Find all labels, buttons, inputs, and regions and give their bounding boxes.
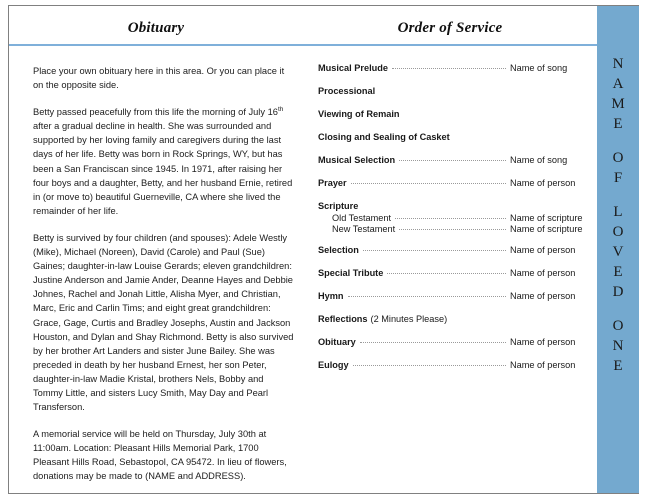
order-item-label: Hymn [318,291,344,301]
order-item-label: Prayer [318,178,347,188]
band-letter: E [613,358,623,374]
band-letter: M [611,96,625,112]
order-item-label: Special Tribute [318,268,384,278]
scripture-sub-item-old-testament [318,213,594,223]
dot-leader [348,295,506,297]
band-letter: D [612,284,624,300]
obituary-paragraph-4: A memorial service will be held on Thursday, July 30th at 11:00am. Location: Pleasant Hills Memorial Park, 1700 Pleasant Hills Road, Sebastopol, CA 95472. In lieu of flowers, donations may be made to (NAME and ADDRESS). [33,429,287,482]
band-letter: O [612,224,624,240]
order-item-scripture-group [318,201,594,234]
band-letter: N [612,338,624,354]
column-headers [9,6,597,45]
obituary-paragraph-2 [33,105,295,218]
band-letter: N [612,56,624,72]
loved-one-name-band [597,6,639,493]
reflections-label: Reflections [318,314,368,324]
order-item-viewing-of-remain [318,109,594,121]
obituary-column-title: Obituary [127,20,185,36]
scripture-sub-value: Name of scripture [510,213,583,223]
order-item-eulogy [318,360,594,372]
order-item-label: Closing and Sealing of Casket [318,132,450,142]
dot-leader [387,272,506,274]
band-letter: V [612,244,624,260]
order-item-value: Name of person [510,268,576,278]
band-letter: A [612,76,624,92]
reflections-note: (2 Minutes Please) [370,314,448,324]
program-content-area [9,6,597,493]
dot-leader [395,217,506,219]
order-item-musical-prelude [318,63,594,75]
dot-leader [399,228,506,230]
band-letter: E [613,116,623,132]
obituary-paragraph-2-lead: Betty passed peacefully from this life the morning of July 16 [33,107,278,118]
order-item-label: Obituary [318,337,356,347]
order-item-special-tribute [318,268,594,280]
order-of-service-column-title: Order of Service [397,20,503,36]
order-item-value: Name of person [510,178,576,188]
order-item-processional [318,86,594,98]
order-item-value: Name of person [510,360,576,370]
scripture-sub-item-new-testament [318,224,594,234]
order-item-value: Name of person [510,337,576,347]
order-item-closing-and-sealing-of-casket [318,132,594,144]
order-item-label: Processional [318,86,376,96]
order-item-value: Name of song [510,155,568,165]
dot-leader [363,249,506,251]
vertical-name-letters [597,54,639,376]
dot-leader [399,159,506,161]
band-letter: L [613,204,623,220]
obituary-paragraph-2-rest: after a gradual decline in health. She was surrounded and supported by her loving family and caregivers during the last days of her life. Betty was born in Rock Springs, WY, but has been a San Franciscan since 1945. In 1971, after raising her four boys and a daughter, Betty, and her husband Ernie, retired in (or move to) beautiful Guerneville, CA where she lived the remainder of her life. [33,121,293,216]
order-item-prayer [318,178,594,190]
band-letter: O [612,318,624,334]
scripture-heading: Scripture [318,201,359,211]
dot-leader [392,67,506,69]
order-item-value: Name of person [510,291,576,301]
obituary-text-column [33,64,295,497]
header-divider-rule [9,44,597,46]
order-item-hymn [318,291,594,303]
order-of-service-list [318,63,594,383]
order-item-value: Name of song [510,63,568,73]
obituary-paragraph-1: Place your own obituary here in this area. Or you can place it on the opposite side. [33,66,285,91]
order-item-selection [318,245,594,257]
order-item-label: Musical Prelude [318,63,388,73]
scripture-sub-value: Name of scripture [510,224,583,234]
order-item-label: Eulogy [318,360,349,370]
band-letter: O [612,150,624,166]
date-superscript: th [277,106,284,114]
order-item-label: Selection [318,245,359,255]
order-item-value: Name of person [510,245,576,255]
scripture-sub-label: Old Testament [332,213,392,223]
order-item-reflections [318,314,594,326]
obituary-paragraph-3: Betty is survived by four children (and spouses): Adele Westly (Mike), Michael (Noreen), David (Carole) and Paul (Sue) Gaines; daughter-in-law Louise Gerards; eleven grandchildren: Justine Anderson and Jamie Ander, Deanne Hayes and Debbie Johnes, Rachel and Jonah Little, Alisha Myer, and Christian, Marc, Eric and Carlin Tims; and eight great grandchildren: Grace, Gage, Curtis and Bradley Josephs, Austin and Jackson Houston, and Dylan and Shay Richmond. Betty is also survived by her brother Art Landers and sister June Bailey. She was preceded in death by her husband Ernest, her son Peter, daughter-in-law Madie Kristal, brothers Nels, Bobby and Tommy Little, and sisters Lucy Smith, May Day and Pearl Transferson. [33,232,294,413]
dot-leader [353,364,506,366]
scripture-sub-label: New Testament [332,224,396,234]
order-item-musical-selection [318,155,594,167]
order-item-label: Viewing of Remain [318,109,400,119]
dot-leader [351,182,506,184]
order-item-label: Musical Selection [318,155,396,165]
band-letter: E [613,264,623,280]
band-letter: F [613,170,623,186]
order-item-obituary [318,337,594,349]
dot-leader [360,341,506,343]
